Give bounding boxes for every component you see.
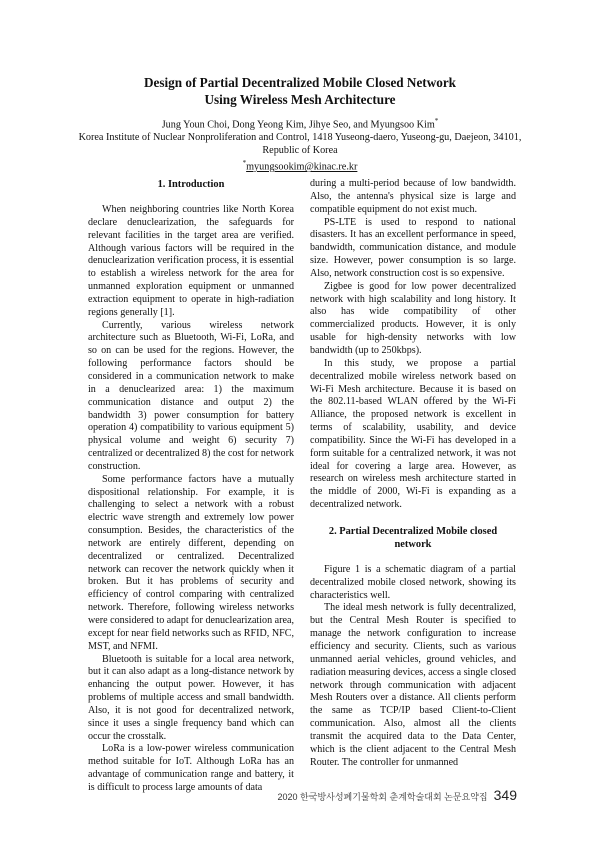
paragraph: The ideal mesh network is fully decentralized, but the Central Mesh Router is specified to manage the network configuration to increase efficiency and security. Clients, such as various unmanned aerial vehicles, ground vehicles, and radiation measuring devices, access a single closed network through communication with adjacent Mesh Routers over a distance. All clients perform the same as TCP/IP based Client-to-Client communication. Also, almost all the clients transmit the acquired data to the Data Center, which is the client adjacent to the Central Mesh Router. The controller for unmanned [310,602,517,768]
affiliation-line-2: Republic of Korea [262,145,338,157]
paragraph: When neighboring countries like North Korea declare denuclearization, the safeguards for relevant facilities in the target area are verified. Although various factors will be required in the denuclearization verification process, it is essential to establish a wireless network for the area for unmanned exploration equipment or unmanned extraction equipment to operate in high-radiation regions generally [1]. [88,204,294,318]
email-mark: * [242,159,247,168]
section-2-heading-line-1: 2. Partial Decentralized Mobile closed [328,525,498,537]
paragraph-continued: during a multi-period because of low bandwidth. Also, the antenna's physical size is large and compatible equipment do not exist much. [310,178,516,215]
author-list [0,115,600,131]
page-number: 349 [493,787,517,803]
author-names: Jung Youn Choi, Dong Yeong Kim, Jihye Seo, and Myungsoo Kim [161,119,435,131]
email-line [0,157,600,173]
author-block [0,115,600,174]
section-2-heading [310,525,516,551]
paper-title [0,74,600,108]
paragraph: LoRa is a low-power wireless communication method suitable for IoT. Although LoRa has an advantage of communication range and battery, it is difficult to process large amounts of data [88,743,294,793]
paragraph: PS-LTE is used to respond to national disasters. It has an excellent performance in speed, bandwidth, communication distance, and module size. However, power consumption is so large. Also, network construction cost is so expensive. [310,216,516,279]
paragraph: Some performance factors have a mutually dispositional relationship. For example, it is challenging to select a network with a robust electric wave strength and extremely low power consumption. Besides, the characteristics of the network are entirely different, depending on decentralized or centralized. Decentralized network can recover the network quickly when it broken. But it has problems of security and efficiency of control comparing with centralized network. Therefore, following wireless networks were considered to adapt for denuclearization area, except for near field networks such as RFID, NFC, MST, and NFMI. [88,473,294,652]
right-column [310,178,516,769]
paragraph: In this study, we propose a partial decentralized mobile wireless network based on Wi-Fi Mesh architecture. Because it is based on the 802.11-based WLAN offered by the Wi-Fi Alliance, the proposed network is excellent in terms of scalability, usability, and device compatibility. Since the Wi-Fi has developed in a form suitable for a centralized network, it was not ideal for covering a large area. However, as research on wireless mesh architecture started in the middle of 2000, Wi-Fi is expanding as a decentralized network. [310,357,516,511]
paragraph: Bluetooth is suitable for a local area network, but it can also adapt as a long-distance network by enhancing the output power. However, it has problems of multiple access and small bandwidth. Also, it is not good for decentralized network, since it uses a single frequency band which can occur the crosstalk. [88,653,294,742]
page-footer [278,787,517,803]
spacer [310,512,516,525]
title-line-1: Design of Partial Decentralized Mobile Closed Network [143,75,457,90]
title-line-2: Using Wireless Mesh Architecture [204,92,396,107]
spacer [310,551,516,564]
email-link[interactable]: myungsookim@kinac.re.kr [246,161,358,173]
left-column [88,178,294,795]
affiliation-line-1: Korea Institute of Nuclear Nonproliferation and Control, 1418 Yuseong-daero, Yuseong-gu, Daejeon, 34101, [78,132,522,144]
paragraph: Zigbee is good for low power decentralized network with high scalability and long history. It also has wide compatibility of other commercialized products. However, it is only usable for high-density networks with low bandwidth (up to 250kbps). [310,280,516,356]
section-2-heading-line-2: network [394,538,432,550]
footer-proceedings-title: 2020 한국방사성폐기물학회 춘계학술대회 논문요약집 [277,792,488,802]
paragraph: Figure 1 is a schematic diagram of a partial decentralized mobile closed network, showing its characteristics well. [310,563,516,601]
paragraph: Currently, various wireless network architecture such as Bluetooth, Wi-Fi, LoRa, and so on can be used for the regions. However, the following performance factors should be considered in a communication network to make in a denuclearized area: 1) the maximum communication distance and output 2) the bandwidth 3) power consumption for battery operation 4) compatibility to various equipment 5) physical volume and weight 6) security 7) centralized or decentralized 8) the cost for network construction. [88,319,294,472]
corresponding-mark: * [434,117,439,125]
section-1-heading: 1. Introduction [157,179,225,190]
